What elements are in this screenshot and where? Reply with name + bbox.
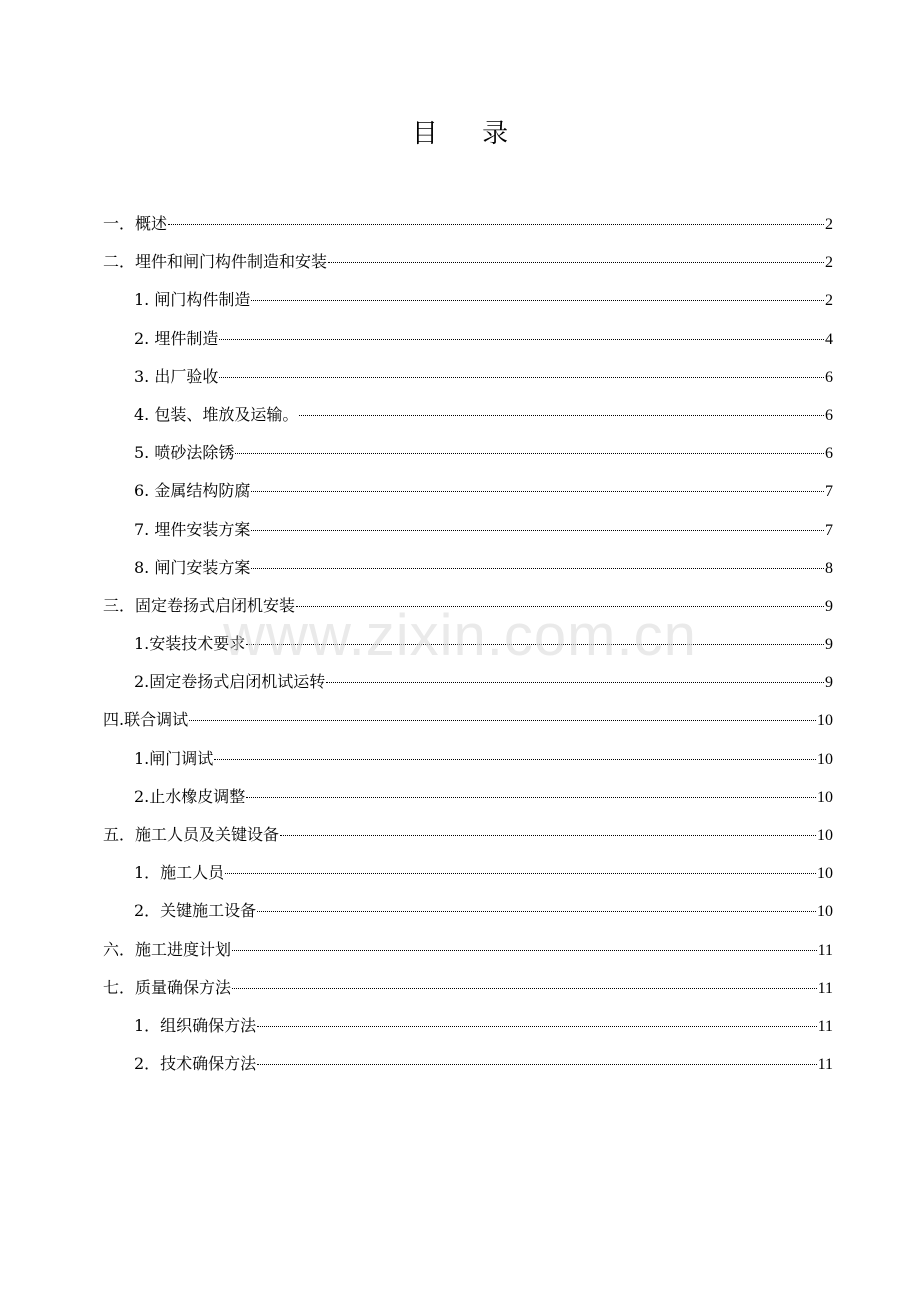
toc-dot-leader bbox=[219, 339, 824, 340]
toc-dot-leader bbox=[326, 682, 824, 683]
toc-dot-leader bbox=[168, 224, 824, 225]
toc-page-number: 10 bbox=[817, 865, 833, 883]
toc-page-number: 7 bbox=[825, 483, 833, 501]
toc-entry-label: 2．技术确保方法 bbox=[134, 1054, 257, 1074]
toc-entry[interactable] bbox=[103, 1051, 833, 1089]
toc-entry[interactable] bbox=[103, 555, 833, 593]
toc-entry[interactable] bbox=[103, 440, 833, 478]
toc-page-number: 10 bbox=[817, 827, 833, 844]
toc-entry-label: 七．质量确保方法 bbox=[103, 977, 232, 997]
toc-entry-label: 5. 喷砂法除锈 bbox=[134, 443, 235, 463]
watermark: www.zixin.com.cn bbox=[223, 603, 697, 668]
toc-dot-leader bbox=[280, 835, 816, 836]
toc-entry-label: 3. 出厂验收 bbox=[134, 366, 219, 386]
toc-dot-leader bbox=[328, 262, 824, 263]
toc-dot-leader bbox=[251, 300, 824, 301]
toc-entry-label: 六．施工进度计划 bbox=[103, 939, 232, 959]
toc-dot-leader bbox=[257, 1026, 816, 1027]
toc-entry-label: 4. 包装、堆放及运输。 bbox=[134, 404, 299, 424]
toc-dot-leader bbox=[246, 797, 816, 798]
toc-entry[interactable] bbox=[103, 364, 833, 402]
toc-dot-leader bbox=[251, 568, 824, 569]
toc-entry[interactable] bbox=[103, 746, 833, 784]
toc-entry[interactable] bbox=[103, 784, 833, 822]
toc-entry[interactable] bbox=[103, 211, 833, 249]
toc-entry-label: 6. 金属结构防腐 bbox=[134, 481, 251, 501]
toc-entry-label: 1．组织确保方法 bbox=[134, 1015, 257, 1035]
page-title: 目 录 bbox=[411, 119, 527, 149]
toc-page-number: 9 bbox=[825, 597, 833, 615]
toc-entry-label: 2. 埋件制造 bbox=[134, 328, 219, 348]
toc-entry-label: 五．施工人员及关键设备 bbox=[103, 825, 280, 844]
toc-page-number: 10 bbox=[817, 712, 833, 730]
toc-entry[interactable] bbox=[103, 975, 833, 1013]
toc-dot-leader bbox=[219, 377, 824, 378]
toc-entry-label: 7. 埋件安装方案 bbox=[134, 519, 251, 539]
toc-page-number: 11 bbox=[817, 941, 833, 959]
toc-page-number: 2 bbox=[825, 292, 833, 310]
toc-entry[interactable] bbox=[103, 478, 833, 516]
toc-dot-leader bbox=[232, 950, 817, 951]
toc-entry-label: 2．关键施工设备 bbox=[134, 901, 257, 921]
toc-dot-leader bbox=[296, 606, 824, 607]
toc-page-number: 9 bbox=[825, 674, 833, 692]
toc-entry-label: 一．概述 bbox=[103, 214, 168, 233]
toc-dot-leader bbox=[225, 873, 816, 874]
toc-page-number: 6 bbox=[825, 406, 833, 424]
toc-entry[interactable] bbox=[103, 517, 833, 555]
toc-entry[interactable] bbox=[103, 593, 833, 631]
toc-dot-leader bbox=[257, 1064, 816, 1065]
toc-dot-leader bbox=[246, 644, 824, 645]
toc-page-number: 6 bbox=[825, 368, 833, 386]
toc-entry[interactable] bbox=[103, 898, 833, 936]
toc-dot-leader bbox=[299, 415, 824, 416]
toc-entry-label: 四.联合调试 bbox=[103, 710, 189, 730]
toc-page-number: 4 bbox=[825, 330, 833, 348]
toc-page-number: 8 bbox=[825, 559, 833, 577]
toc-entry-label: 2.止水橡皮调整 bbox=[134, 786, 246, 806]
toc-entry[interactable] bbox=[103, 631, 833, 669]
toc-page-number: 11 bbox=[817, 979, 833, 997]
toc-entry[interactable] bbox=[103, 860, 833, 898]
toc-dot-leader bbox=[189, 720, 816, 721]
toc-dot-leader bbox=[235, 453, 824, 454]
table-of-contents bbox=[103, 211, 833, 1089]
toc-page-number: 9 bbox=[825, 636, 833, 654]
toc-page-number: 10 bbox=[817, 750, 833, 768]
toc-entry-label: 1．施工人员 bbox=[134, 863, 225, 883]
toc-entry-label: 1.闸门调试 bbox=[134, 748, 214, 768]
toc-entry[interactable] bbox=[103, 402, 833, 440]
toc-entry-label: 三．固定卷扬式启闭机安装 bbox=[103, 595, 296, 615]
toc-dot-leader bbox=[251, 491, 824, 492]
toc-page-number: 11 bbox=[817, 1056, 833, 1074]
toc-page-number: 6 bbox=[825, 445, 833, 463]
toc-page-number: 10 bbox=[817, 788, 833, 806]
toc-page-number: 11 bbox=[817, 1017, 833, 1035]
toc-entry-label: 二．埋件和闸门构件制造和安装 bbox=[103, 252, 328, 272]
toc-dot-leader bbox=[251, 530, 824, 531]
toc-entry-label: 8. 闸门安装方案 bbox=[134, 557, 251, 577]
toc-entry-label: 2.固定卷扬式启闭机试运转 bbox=[134, 672, 326, 692]
toc-entry[interactable] bbox=[103, 937, 833, 975]
toc-entry-label: 1.安装技术要求 bbox=[134, 634, 246, 654]
toc-dot-leader bbox=[232, 988, 817, 989]
toc-entry[interactable] bbox=[103, 326, 833, 364]
toc-page-number: 10 bbox=[817, 903, 833, 921]
toc-entry-label: 1. 闸门构件制造 bbox=[134, 290, 251, 310]
toc-entry[interactable] bbox=[103, 669, 833, 707]
toc-dot-leader bbox=[257, 911, 816, 912]
toc-entry[interactable] bbox=[103, 822, 833, 860]
toc-entry[interactable] bbox=[103, 707, 833, 745]
toc-dot-leader bbox=[214, 759, 816, 760]
toc-page-number: 2 bbox=[825, 216, 833, 233]
toc-entry[interactable] bbox=[103, 1013, 833, 1051]
toc-entry[interactable] bbox=[103, 287, 833, 325]
toc-page-number: 2 bbox=[825, 254, 833, 272]
toc-entry[interactable] bbox=[103, 249, 833, 287]
toc-page-number: 7 bbox=[825, 521, 833, 539]
